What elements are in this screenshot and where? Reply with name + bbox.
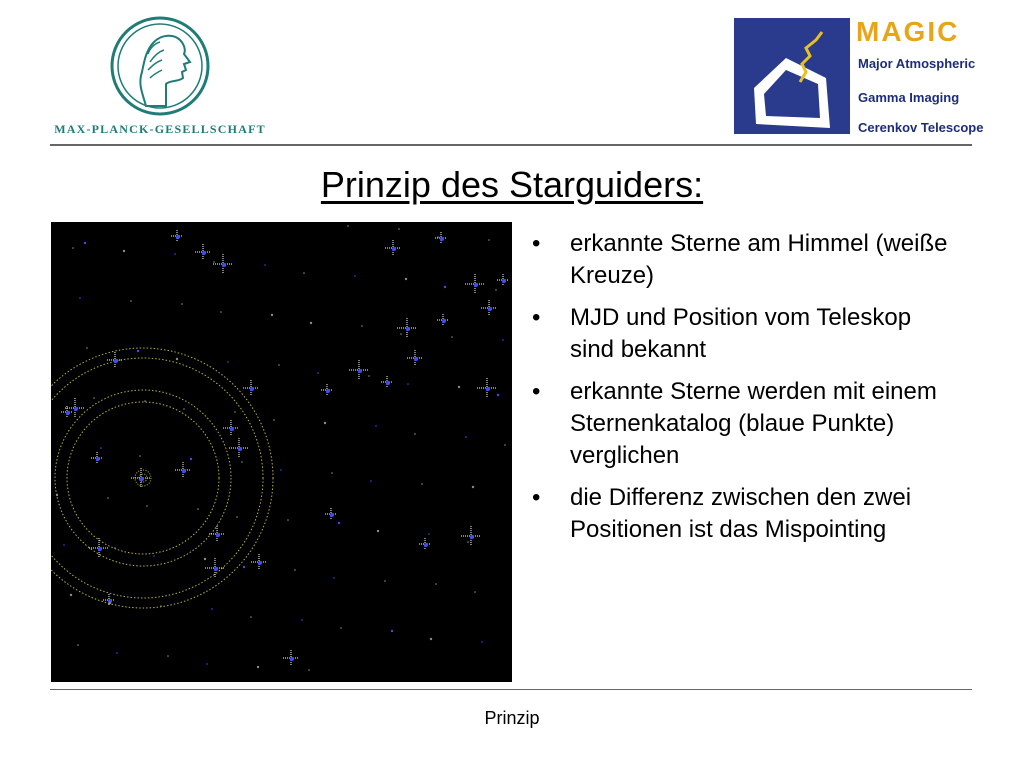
bullet-text-4: die Differenz zwischen den zwei Positionen ist das Mispointing [570,484,912,543]
faint-star [278,364,280,366]
bullet-marker: • [532,378,541,405]
faint-star [137,350,139,352]
star-cross-29 [251,554,267,570]
faint-star [414,433,416,435]
star-cross-14 [407,350,423,366]
bullet-marker: • [532,230,541,257]
faint-star [504,444,506,446]
star-cross-21 [229,438,249,458]
faint-star [181,303,183,305]
faint-star [63,544,65,546]
star-cross-10 [437,314,449,326]
faint-star [430,638,432,640]
magic-telescope-icon [734,18,850,134]
faint-star [84,242,86,244]
star-cross-16 [321,384,333,396]
faint-star [435,583,437,585]
star-cross-31 [103,594,115,606]
faint-star [361,325,363,327]
faint-star [197,508,199,510]
bullet-item-3 [528,376,958,472]
magic-line-2: Gamma Imaging [858,90,960,105]
faint-star [144,400,146,402]
faint-star [497,394,499,396]
star-cross-17 [243,380,259,396]
bullet-list [528,228,958,556]
faint-star [77,644,79,646]
star-cross-20 [223,420,239,436]
faint-star [495,289,497,291]
faint-star [354,275,356,277]
faint-star [160,605,162,607]
faint-star [241,461,243,463]
star-cross-30 [205,558,225,578]
star-cross-13 [381,376,393,388]
faint-star [213,261,215,263]
faint-star [190,458,192,460]
faint-star [375,425,377,427]
star-cross-23 [175,462,191,478]
guide-circles [51,348,273,608]
slide-title: Prinzip des Starguiders: [320,164,704,205]
faint-star [271,314,273,316]
star-cross-33 [461,526,481,546]
faint-star [70,594,72,596]
faint-star [294,569,296,571]
faint-star [56,494,58,496]
faint-star [167,655,169,657]
bullet-item-4 [528,482,958,546]
faint-star [109,602,111,604]
star-cross-4 [435,232,447,244]
star-cross-3 [213,254,233,274]
starfield-image [51,222,512,682]
faint-star [333,577,335,579]
footer-divider [50,689,972,690]
star-cross-9 [397,318,417,338]
faint-star [153,555,155,557]
star-cross-25 [325,508,337,520]
faint-star [211,608,213,610]
faint-star [405,278,407,280]
star-cross-28 [419,538,431,550]
faint-star [114,547,116,549]
faint-star [331,472,333,474]
star-cross-32 [283,650,299,666]
faint-star [139,455,141,457]
star-cross-12 [349,360,369,380]
faint-star [502,339,504,341]
star-cross-15 [477,378,497,398]
faint-star [264,264,266,266]
faint-star [280,469,282,471]
faint-star [391,630,393,632]
faint-star [227,361,229,363]
starfield-svg [51,222,512,682]
star-cross-27 [89,538,109,558]
faint-star [243,566,245,568]
magic-line-3: Cerenkov Telescope [858,120,984,135]
faint-star [317,372,319,374]
faint-star [400,333,402,335]
mpg-name: MAX-PLANCK-GESELLSCHAFT [54,122,266,136]
faint-star [340,627,342,629]
faint-star [183,408,185,410]
faint-star [338,522,340,524]
bullet-text-1: erkannte Sterne am Himmel (weiße Kreuze) [570,230,948,289]
star-cross-8 [481,300,497,316]
faint-star [481,641,483,643]
faint-star [130,300,132,302]
faint-star [257,666,259,668]
header-divider [50,144,972,146]
star-cross-24 [131,468,151,488]
faint-star [465,436,467,438]
faint-star [146,505,148,507]
bullet-text-3: erkannte Sterne werden mit einem Sternenkatalog (blaue Punkte) verglichen [570,378,937,469]
faint-star [206,663,208,665]
faint-star [437,236,439,238]
faint-star [273,419,275,421]
star-cross-22 [91,452,103,464]
faint-star [428,533,430,535]
faint-star [421,483,423,485]
star-cross-6 [465,274,485,294]
faint-star [234,411,236,413]
mpg-logo [50,14,270,138]
bullet-marker: • [532,484,541,511]
faint-star [467,541,469,543]
faint-star [308,669,310,671]
footer-label: Prinzip [484,708,540,728]
faint-star [347,225,349,227]
faint-star [79,297,81,299]
star-cross-2 [195,244,211,260]
faint-star [474,591,476,593]
faint-star [301,619,303,621]
star-cross-7 [497,274,509,286]
faint-star [472,486,474,488]
faint-star [72,247,74,249]
faint-star [368,375,370,377]
faint-star [370,480,372,482]
faint-star [107,497,109,499]
star-markers [56,225,509,671]
faint-star [303,272,305,274]
magic-logo [734,16,984,136]
bullet-item-1 [528,228,958,292]
faint-star [324,422,326,424]
faint-star [310,322,312,324]
bullet-text-2: MJD und Position vom Teleskop sind bekannt [570,304,912,363]
faint-star [86,347,88,349]
faint-star [100,447,102,449]
faint-star [384,580,386,582]
bullet-item-2 [528,302,958,366]
faint-star [451,336,453,338]
faint-star [236,516,238,518]
magic-title: MAGIC [856,16,960,47]
faint-star [458,386,460,388]
faint-star [123,250,125,252]
faint-star [287,519,289,521]
bullet-marker: • [532,304,541,331]
faint-star [407,383,409,385]
faint-star [444,286,446,288]
faint-star [93,397,95,399]
star-cross-1 [171,230,183,242]
minerva-head-icon [50,14,270,118]
faint-star [176,358,178,360]
faint-star [116,652,118,654]
faint-star [174,253,176,255]
faint-star [250,616,252,618]
star-cross-5 [385,240,401,256]
faint-star [398,228,400,230]
star-cross-26 [209,526,225,542]
faint-star [220,311,222,313]
faint-star [204,558,206,560]
faint-star [377,530,379,532]
faint-star [488,239,490,241]
magic-line-1: Major Atmospheric [858,56,976,71]
